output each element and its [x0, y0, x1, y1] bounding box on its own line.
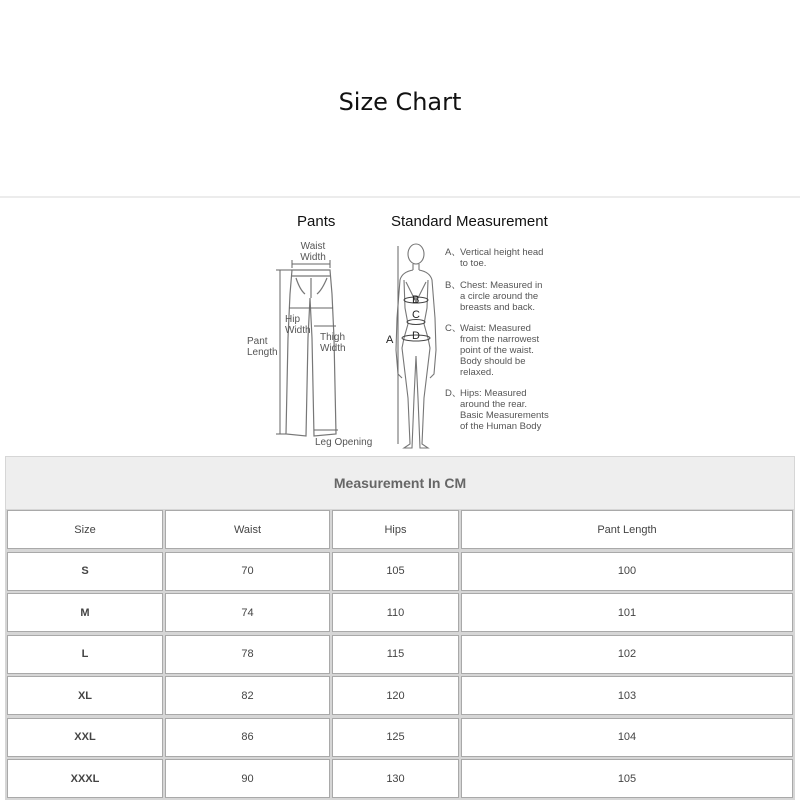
standard-measurement-heading: Standard Measurement [391, 213, 548, 230]
body-figure [396, 244, 436, 448]
table-cell: 120 [332, 676, 459, 715]
table-cell: 104 [461, 718, 793, 757]
waist-width-label: Waist Width [300, 241, 326, 263]
size-cell: M [7, 593, 163, 632]
title-banner [0, 0, 800, 196]
table-cell: 103 [461, 676, 793, 715]
table-cell: 101 [461, 593, 793, 632]
marker-b: B [412, 294, 420, 306]
marker-d: D [412, 330, 420, 342]
size-table [5, 456, 795, 800]
description-b: B、 Chest: Measured in a circle around the breasts and back. [445, 280, 543, 313]
table-cell: 82 [165, 676, 330, 715]
table-cell: 125 [332, 718, 459, 757]
page-title: Size Chart [338, 88, 462, 116]
table-cell: 102 [461, 635, 793, 674]
column-header-pant-length: Pant Length [461, 510, 793, 549]
measurement-illustration [0, 198, 800, 456]
size-cell: L [7, 635, 163, 674]
table-cell: 100 [461, 552, 793, 591]
measurement-diagram [0, 198, 800, 456]
description-c: C、 Waist: Measured from the narrowest point of the waist. Body should be relaxed. [445, 323, 540, 378]
table-cell: 105 [332, 552, 459, 591]
leg-opening-label: Leg Opening [315, 437, 373, 448]
description-d: D、 Hips: Measured around the rear. Basic Measurements of the Human Body [445, 388, 549, 432]
size-cell: XXXL [7, 759, 163, 798]
column-header-hips: Hips [332, 510, 459, 549]
column-header-waist: Waist [165, 510, 330, 549]
pant-length-label: Pant Length [247, 336, 278, 358]
table-cell: 74 [165, 593, 330, 632]
table-cell: 110 [332, 593, 459, 632]
table-cell: 90 [165, 759, 330, 798]
size-cell: XL [7, 676, 163, 715]
marker-a: A [386, 334, 394, 346]
size-cell: S [7, 552, 163, 591]
table-cell: 70 [165, 552, 330, 591]
table-cell: 115 [332, 635, 459, 674]
table-caption: Measurement In CM [6, 457, 794, 509]
size-cell: XXL [7, 718, 163, 757]
marker-c: C [412, 309, 420, 321]
pants-heading: Pants [297, 213, 336, 230]
hip-width-label: Hip Width [285, 314, 311, 336]
table-cell: 78 [165, 635, 330, 674]
table-cell: 86 [165, 718, 330, 757]
thigh-width-label: Thigh Width [320, 332, 346, 354]
table-cell: 105 [461, 759, 793, 798]
description-a: A、 Vertical height head to toe. [445, 247, 544, 269]
column-header-size: Size [7, 510, 163, 549]
table-cell: 130 [332, 759, 459, 798]
